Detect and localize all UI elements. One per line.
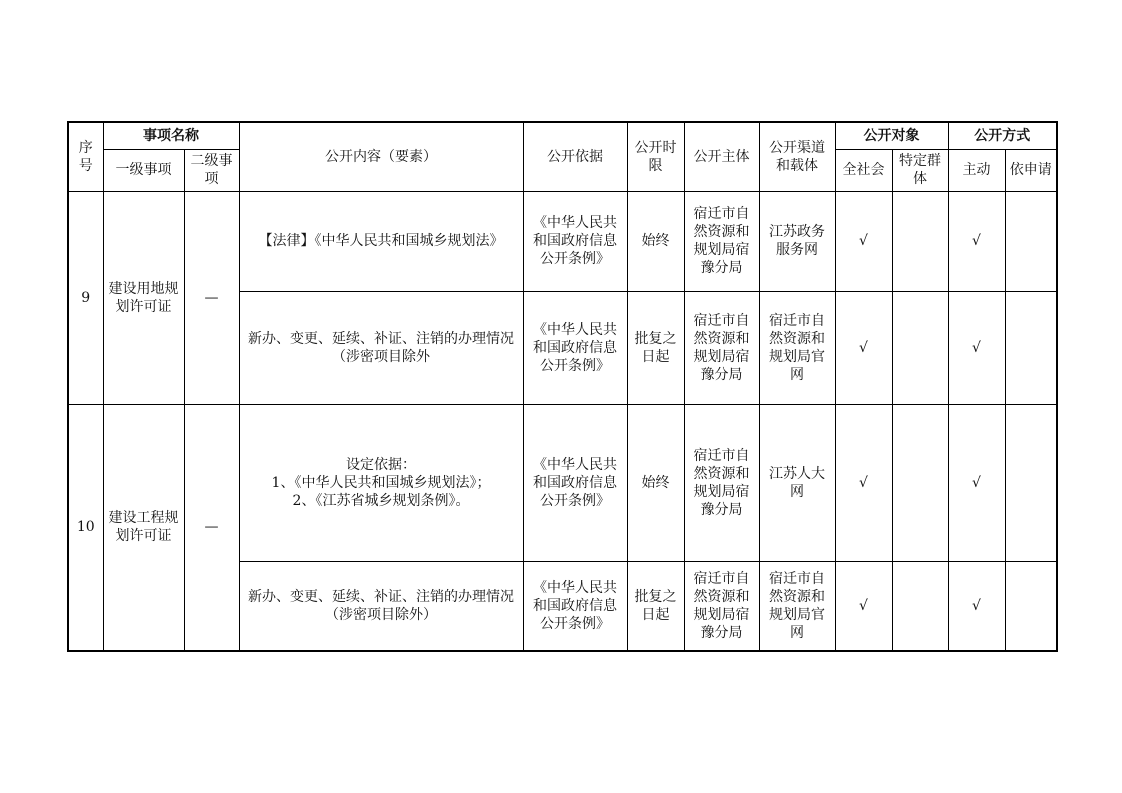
specific-group-check bbox=[892, 561, 948, 651]
header-specific-group: 特定群体 bbox=[892, 149, 948, 191]
on-request-check bbox=[1005, 561, 1057, 651]
content-line: 新办、变更、延续、补证、注销的办理情况（涉密项目除外 bbox=[248, 330, 514, 365]
public-all-check: √ bbox=[835, 291, 892, 404]
header-public-all: 全社会 bbox=[835, 149, 892, 191]
header-on-request: 依申请 bbox=[1005, 149, 1057, 191]
content-line: 《中华人民共和国城乡规划法》 bbox=[314, 233, 504, 249]
header-time-limit: 公开时限 bbox=[627, 122, 684, 191]
level2-cell: — bbox=[184, 404, 239, 651]
active-check: √ bbox=[948, 291, 1005, 404]
time-limit-cell: 始终 bbox=[627, 191, 684, 291]
subject-cell: 宿迁市自然资源和规划局宿豫分局 bbox=[684, 191, 759, 291]
content-line: 1、《中华人民共和国城乡规划法》； bbox=[271, 474, 491, 491]
active-check: √ bbox=[948, 191, 1005, 291]
basis-cell: 《中华人民共和国政府信息公开条例》 bbox=[523, 561, 627, 651]
disclosure-table bbox=[67, 121, 1058, 652]
on-request-check bbox=[1005, 291, 1057, 404]
header-seq: 序号 bbox=[68, 122, 103, 191]
active-check: √ bbox=[948, 561, 1005, 651]
seq-cell: 10 bbox=[68, 404, 103, 651]
time-limit-cell: 批复之日起 bbox=[627, 291, 684, 404]
header-content: 公开内容（要素） bbox=[239, 122, 523, 191]
header-method: 公开方式 bbox=[948, 122, 1057, 149]
specific-group-check bbox=[892, 404, 948, 561]
time-limit-cell: 始终 bbox=[627, 404, 684, 561]
subject-cell: 宿迁市自然资源和规划局宿豫分局 bbox=[684, 291, 759, 404]
table-row bbox=[68, 404, 1057, 561]
channel-cell: 江苏人大网 bbox=[759, 404, 835, 561]
time-limit-cell: 批复之日起 bbox=[627, 561, 684, 651]
specific-group-check bbox=[892, 191, 948, 291]
content-line: 设定依据： bbox=[346, 456, 416, 473]
on-request-check bbox=[1005, 404, 1057, 561]
on-request-check bbox=[1005, 191, 1057, 291]
active-check: √ bbox=[948, 404, 1005, 561]
header-subject: 公开主体 bbox=[684, 122, 759, 191]
channel-cell: 江苏政务服务网 bbox=[759, 191, 835, 291]
content-cell bbox=[239, 291, 523, 404]
level1-cell: 建设工程规划许可证 bbox=[103, 404, 184, 651]
header-active: 主动 bbox=[948, 149, 1005, 191]
level2-cell: — bbox=[184, 191, 239, 404]
content-cell bbox=[239, 404, 523, 561]
basis-cell: 《中华人民共和国政府信息公开条例》 bbox=[523, 191, 627, 291]
level1-cell: 建设用地规划许可证 bbox=[103, 191, 184, 404]
basis-cell: 《中华人民共和国政府信息公开条例》 bbox=[523, 404, 627, 561]
header-audience: 公开对象 bbox=[835, 122, 948, 149]
channel-cell: 宿迁市自然资源和规划局官网 bbox=[759, 561, 835, 651]
header-item-name: 事项名称 bbox=[103, 122, 239, 149]
content-line: 2、《江苏省城乡规划条例》。 bbox=[292, 492, 470, 509]
content-cell bbox=[239, 191, 523, 291]
subject-cell: 宿迁市自然资源和规划局宿豫分局 bbox=[684, 404, 759, 561]
channel-cell: 宿迁市自然资源和规划局官网 bbox=[759, 291, 835, 404]
subject-cell: 宿迁市自然资源和规划局宿豫分局 bbox=[684, 561, 759, 651]
table-row bbox=[68, 191, 1057, 291]
content-cell bbox=[239, 561, 523, 651]
specific-group-check bbox=[892, 291, 948, 404]
header-level1: 一级事项 bbox=[103, 149, 184, 191]
content-line: 新办、变更、延续、补证、注销的办理情况（涉密项目除外） bbox=[248, 588, 514, 623]
header-level2: 二级事项 bbox=[184, 149, 239, 191]
public-all-check: √ bbox=[835, 561, 892, 651]
public-all-check: √ bbox=[835, 404, 892, 561]
seq-cell: 9 bbox=[68, 191, 103, 404]
basis-cell: 《中华人民共和国政府信息公开条例》 bbox=[523, 291, 627, 404]
header-basis: 公开依据 bbox=[523, 122, 627, 191]
header-channel: 公开渠道和载体 bbox=[759, 122, 835, 191]
public-all-check: √ bbox=[835, 191, 892, 291]
content-lead: 【法律】 bbox=[258, 233, 315, 249]
